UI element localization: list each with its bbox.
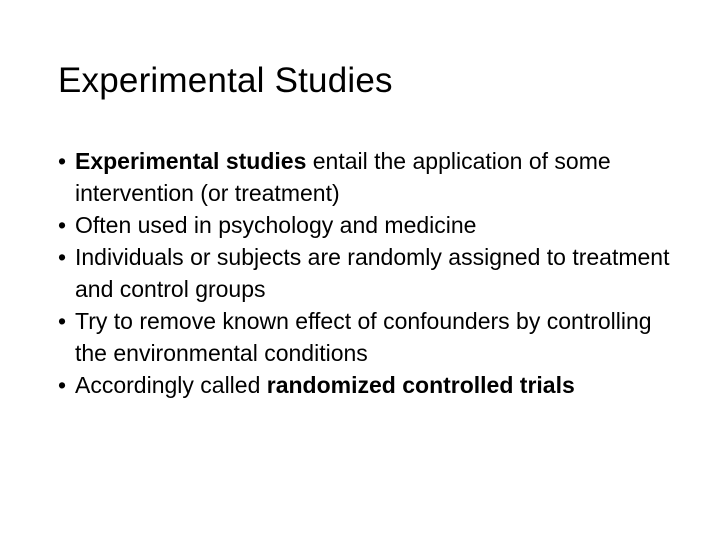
bullet-4-text: Try to remove known effect of confounders by controlling the environmental conditions <box>75 308 652 366</box>
bullet-2-text: Often used in psychology and medicine <box>75 212 477 238</box>
bullet-marker: • <box>58 308 67 334</box>
bullet-3-text: Individuals or subjects are randomly assigned to treatment and control groups <box>75 244 670 302</box>
bullet-1-bold-lead: Experimental studies <box>75 148 307 174</box>
bullet-list <box>58 145 688 401</box>
bullet-marker: • <box>58 244 67 270</box>
bullet-item-3 <box>58 241 688 305</box>
bullet-marker: • <box>58 212 67 238</box>
bullet-item-5 <box>58 369 688 401</box>
bullet-marker: • <box>58 148 67 174</box>
bullet-5-bold-tail: randomized controlled trials <box>266 372 575 398</box>
bullet-item-2 <box>58 209 688 241</box>
bullet-5-text: Accordingly called <box>75 372 267 398</box>
bullet-item-4 <box>58 305 688 369</box>
bullet-item-1 <box>58 145 688 209</box>
bullet-1-text: entail the application of some intervention (or treatment) <box>75 148 611 206</box>
slide-title: Experimental Studies <box>58 61 393 100</box>
bullet-marker: • <box>58 372 67 398</box>
